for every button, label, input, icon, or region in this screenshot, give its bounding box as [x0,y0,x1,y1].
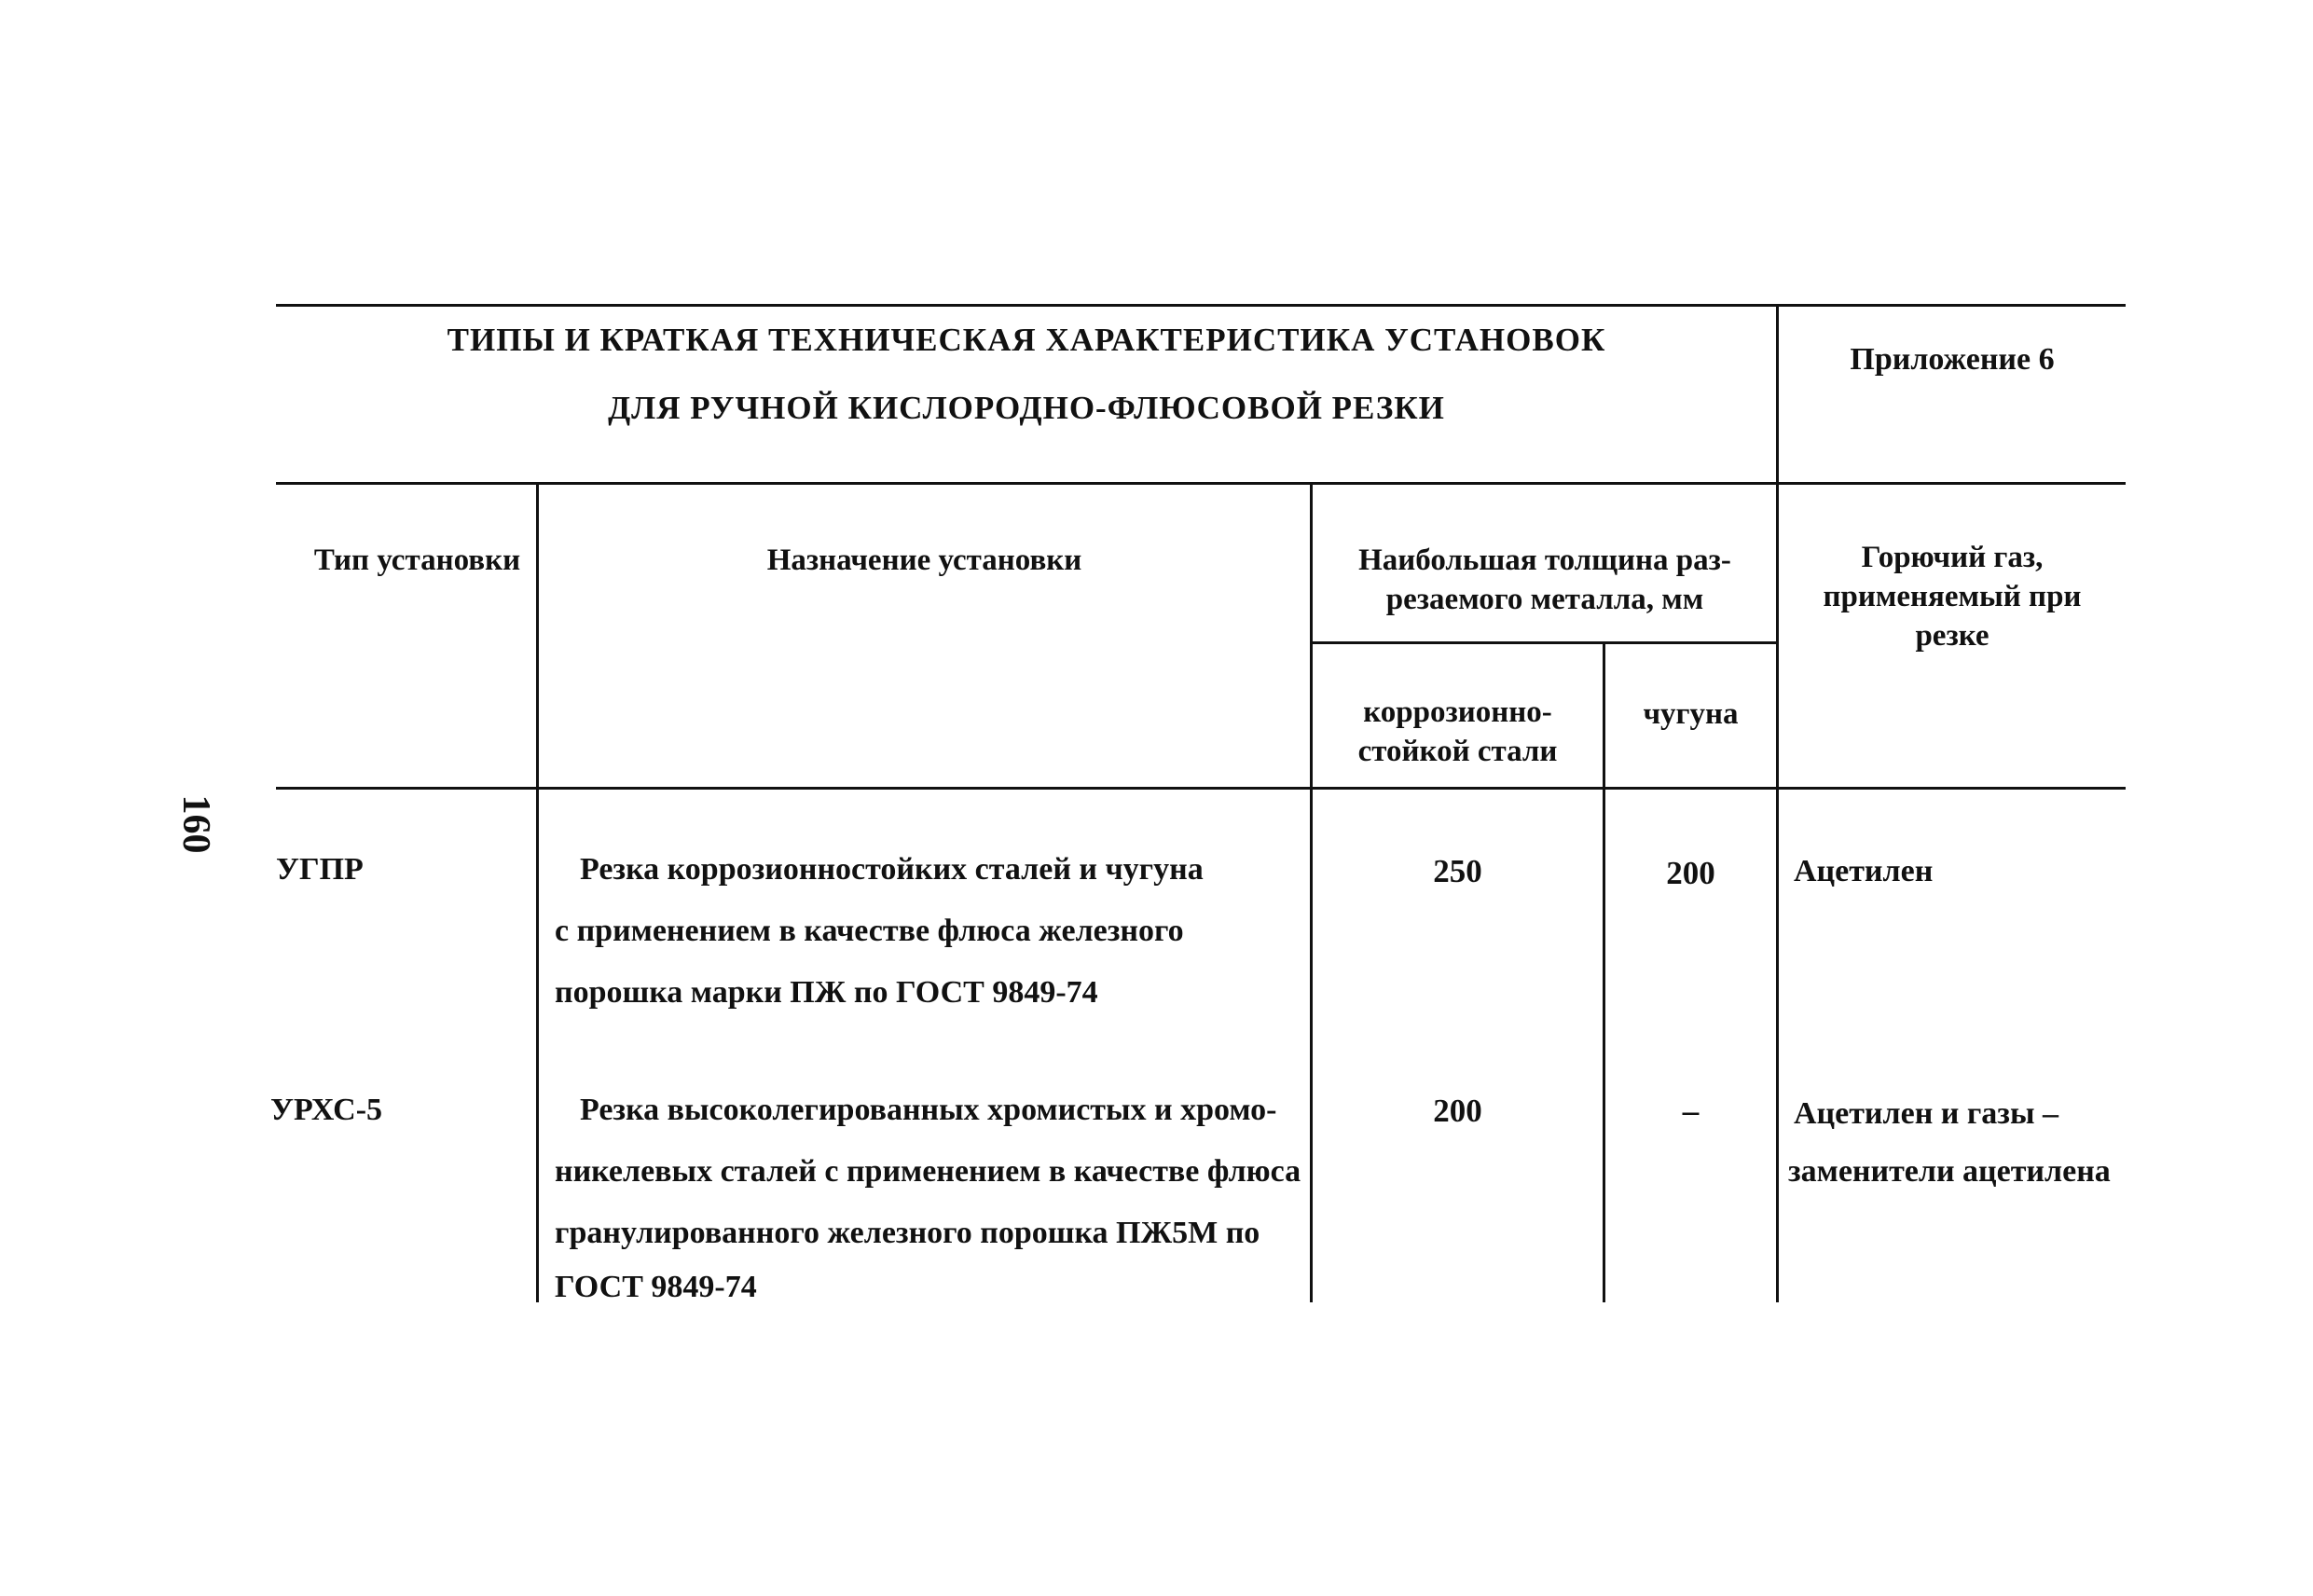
table-row-type: УГПР [276,852,364,887]
top-rule [276,304,2126,307]
header-thickness-line-2: резаемого металла, мм [1385,583,1704,616]
subheader-rule [1310,641,1777,644]
title-line-1: ТИПЫ И КРАТКАЯ ТЕХНИЧЕСКАЯ ХАРАКТЕРИСТИКА УСТАНОВОК [447,322,1606,358]
header-iron: чугуна [1643,697,1739,731]
header-gas-line-2: применяемый при [1823,580,2082,613]
table-row-steel-value: 200 [1433,1093,1482,1129]
header-rule [276,482,2126,485]
table-row-purpose-line: Резка коррозионностойких сталей и чугуна [580,852,1204,887]
table-row-iron-value: 200 [1666,855,1715,891]
col-divider-1 [536,482,539,1302]
table-row-purpose-line: гранулированного железного порошка ПЖ5М по [555,1216,1260,1250]
table-row-gas-line: Ацетилен [1794,854,1934,888]
table-row-type: УРХС-5 [270,1093,383,1127]
header-thickness-line-1: Наибольшая толщина раз- [1358,543,1731,577]
table-row-iron-value: – [1682,1093,1700,1129]
body-rule [276,787,2126,790]
title-line-2: ДЛЯ РУЧНОЙ КИСЛОРОДНО-ФЛЮСОВОЙ РЕЗКИ [608,390,1445,426]
table-row-purpose-line: никелевых сталей с применением в качестве флюса [555,1154,1301,1189]
table-row-steel-value: 250 [1433,853,1482,889]
header-type: Тип установки [313,543,521,577]
header-gas-line-3: резке [1915,619,1989,653]
page-number: 160 [174,794,217,854]
col-divider-3 [1603,641,1605,1302]
table-row-gas-line: Ацетилен и газы – [1794,1096,2059,1131]
table-row-purpose-line: ГОСТ 9849-74 [555,1270,757,1304]
appendix-label: Приложение 6 [1850,342,2055,377]
header-purpose: Назначение установки [766,543,1082,577]
table-row-purpose-line: порошка марки ПЖ по ГОСТ 9849-74 [555,975,1098,1010]
table-row-gas-line: заменители ацетилена [1788,1154,2111,1189]
table-row-purpose-line: с применением в качестве флюса железного [555,914,1184,948]
header-steel-line-1: коррозионно- [1363,695,1552,729]
header-steel-line-2: стойкой стали [1357,735,1558,768]
table-row-purpose-line: Резка высоколегированных хромистых и хромо- [580,1093,1277,1127]
header-gas-line-1: Горючий газ, [1861,541,2044,574]
